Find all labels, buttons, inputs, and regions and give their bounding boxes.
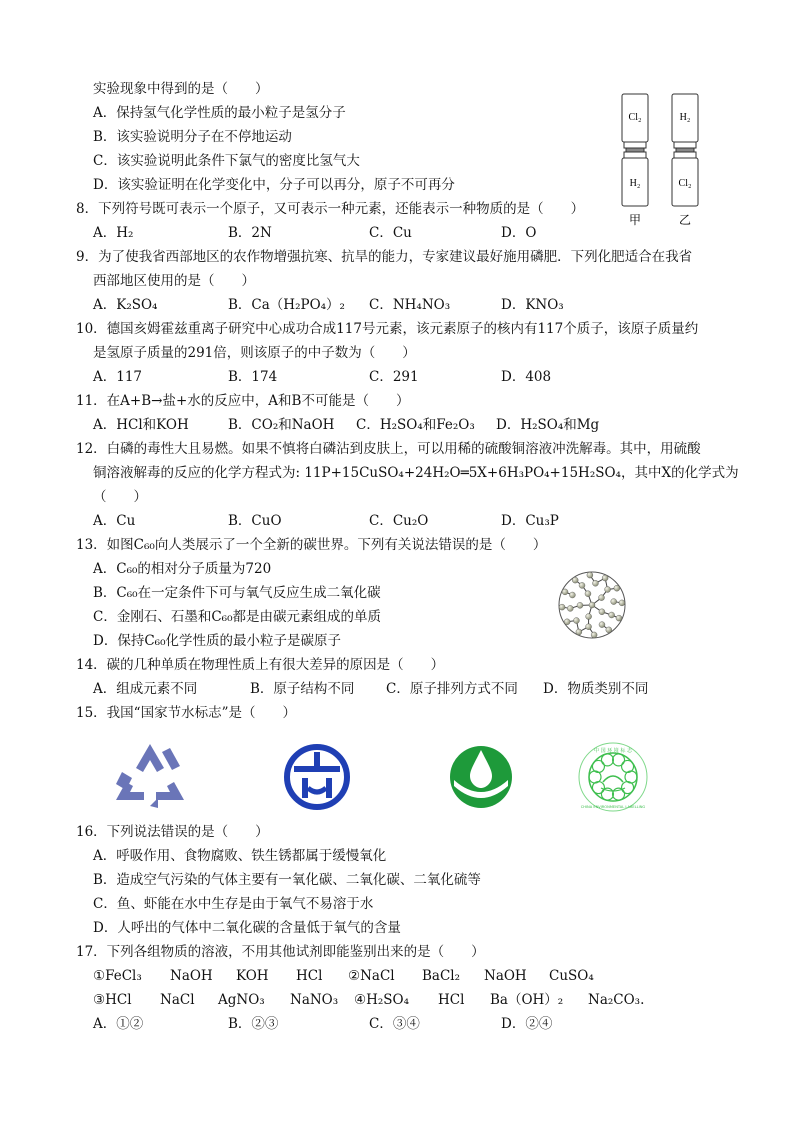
option-q9: D．KNO₃	[501, 297, 564, 313]
option-q17a: ②NaCl	[348, 968, 395, 984]
option-q11: B．CO₂和NaOH	[228, 417, 335, 433]
c60-atom	[585, 591, 591, 597]
c60-atom	[576, 629, 582, 635]
jar-right	[672, 94, 698, 206]
option-q11: A．HCl和KOH	[93, 417, 189, 433]
left-caption: 甲	[628, 213, 642, 227]
c60-atom	[577, 602, 583, 608]
option-q17c: B．②③	[228, 1016, 279, 1032]
c60-atom	[614, 585, 620, 591]
text-line: B．该实验说明分子在不停地运动	[93, 129, 292, 145]
text-line: 15．我国“国家节水标志”是（ ）	[76, 705, 296, 721]
c60-atom	[602, 575, 608, 581]
option-q8: B．2N	[228, 225, 272, 241]
c60-atom	[589, 602, 595, 608]
text-line: D．该实验证明在化学变化中，分子可以再分，原子不可再分	[93, 177, 455, 193]
svg-text:中 国 环 境 标 志: 中 国 环 境 标 志	[594, 748, 632, 754]
option-q11: C．H₂SO₄和Fe₂O₃	[356, 417, 475, 433]
text-line: 9．为了使我省西部地区的农作物增强抗寒、抗旱的能力，专家建议最好施用磷肥．下列化肥适合在我省	[76, 249, 693, 265]
option-q17a: ①FeCl₃	[93, 968, 142, 984]
text-line: 14．碳的几种单质在物理性质上有很大差异的原因是（ ）	[76, 657, 445, 673]
option-q14: B．原子结构不同	[250, 681, 355, 697]
text-line: 13．如图C₆₀向人类展示了一个全新的碳世界。下列有关说法错误的是（ ）	[76, 537, 547, 553]
option-q10: B．174	[228, 369, 278, 385]
option-q17c: A．①②	[93, 1016, 144, 1032]
c60-atom	[586, 614, 592, 620]
text-line: A．C₆₀的相对分子质量为720	[93, 561, 272, 577]
option-q17a: KOH	[236, 968, 269, 984]
water-drop-logo	[448, 744, 514, 810]
c60-atom	[599, 622, 605, 628]
c60-atom	[591, 632, 597, 638]
c60-atom	[605, 586, 611, 592]
c60-atom	[616, 615, 622, 621]
option-q17a: NaOH	[484, 968, 527, 984]
option-q10: D．408	[501, 369, 552, 385]
option-q17b: HCl	[438, 992, 465, 1008]
c60-atom	[619, 600, 625, 606]
env-logo-petal	[622, 760, 634, 772]
c60-atom	[606, 627, 612, 633]
text-line: A．呼吸作用、食物腐败、铁生锈都属于缓慢氧化	[93, 848, 387, 864]
text-line: 是氢原子质量的291倍，则该原子的中子数为（ ）	[93, 345, 416, 361]
option-q17c: D．②④	[501, 1016, 553, 1032]
left-top-label: Cl₂	[628, 112, 642, 123]
option-q17a: BaCl₂	[422, 968, 461, 984]
option-q17b: ③HCl	[93, 992, 132, 1008]
option-q12: B．CuO	[228, 513, 282, 529]
option-q9: C．NH₄NO₃	[369, 297, 451, 313]
c60-atom	[592, 580, 598, 586]
environmental-label-logo	[576, 740, 650, 814]
gas-jars-figure	[612, 90, 708, 230]
option-q9: A．K₂SO₄	[93, 297, 158, 313]
text-line: B．C₆₀在一定条件下可与氧气反应生成二氧化碳	[93, 585, 381, 601]
option-q8: A．H₂	[93, 225, 134, 241]
c60-atom	[611, 599, 617, 605]
c60-atom	[573, 618, 579, 624]
option-q14: D．物质类别不同	[543, 681, 649, 697]
text-line: B．造成空气污染的气体主要有一氧化碳、二氧化碳、二氧化硫等	[93, 872, 481, 888]
text-line: 16．下列说法错误的是（ ）	[76, 824, 269, 840]
right-caption: 乙	[678, 213, 692, 227]
c60-atom	[579, 582, 585, 588]
option-q12: C．Cu₂O	[369, 513, 429, 529]
text-line: （ ）	[93, 489, 147, 505]
text-line: C．鱼、虾能在水中生存是由于氧气不易溶于水	[93, 896, 374, 912]
option-q12: D．Cu₃P	[501, 513, 559, 529]
option-q17b: Na₂CO₃.	[588, 992, 645, 1008]
text-line: D．人呼出的气体中二氧化碳的含量低于氧气的含量	[93, 920, 401, 936]
c60-atom	[564, 619, 570, 625]
env-logo-petal	[592, 760, 604, 772]
option-q8: D．O	[501, 225, 537, 241]
option-q12: A．Cu	[93, 513, 136, 529]
env-logo-petal	[601, 754, 613, 766]
env-logo-petal	[622, 782, 634, 794]
c60-atom	[587, 572, 593, 578]
water-saving-logo	[284, 744, 350, 810]
text-line: C．金刚石、石墨和C₆₀都是由碳元素组成的单质	[93, 609, 381, 625]
text-line: 西部地区使用的是（ ）	[93, 273, 255, 289]
c60-atom	[599, 595, 605, 601]
option-q17b: Ba（OH）₂	[490, 992, 564, 1008]
option-q10: A．117	[93, 369, 143, 385]
text-line: 11．在A+B→盐+水的反应中，A和B不可能是（ ）	[76, 393, 410, 409]
text-line: 8．下列符号既可表示一个原子，又可表示一种元素，还能表示一种物质的是（ ）	[76, 201, 585, 217]
c60-atom	[586, 624, 592, 630]
option-q8: C．Cu	[369, 225, 412, 241]
text-line: D．保持C₆₀化学性质的最小粒子是碳原子	[93, 633, 341, 649]
text-line: C．该实验说明此条件下氯气的密度比氢气大	[93, 153, 360, 169]
recycling-logo	[114, 742, 186, 808]
option-q10: C．291	[369, 369, 419, 385]
right-bottom-label: Cl₂	[678, 178, 692, 189]
text-line: 12．白磷的毒性大且易燃。如果不慎将白磷沾到皮肤上，可以用稀的硫酸铜溶液冲洗解毒。其中，用硫酸	[76, 441, 701, 457]
option-q17a: NaOH	[170, 968, 213, 984]
option-q11: D．H₂SO₄和Mg	[496, 417, 600, 433]
c60-atom	[609, 612, 615, 618]
option-q17b: NaNO₃	[290, 992, 339, 1008]
option-q17b: ④H₂SO₄	[354, 992, 410, 1008]
option-q17a: CuSO₄	[549, 968, 594, 984]
c60-atom	[569, 592, 575, 598]
right-top-label: H₂	[679, 112, 691, 123]
c60-fullerene-figure	[555, 568, 629, 642]
option-q14: C．原子排列方式不同	[386, 681, 518, 697]
c60-atom	[559, 604, 565, 610]
c60-atom	[599, 609, 605, 615]
text-line: 10．德国亥姆霍兹重离子研究中心成功合成117号元素，该元素原子的核内有117个质子，该原子质量约	[76, 321, 699, 337]
svg-text:CHINA ENVIRONMENTAL LABELLING: CHINA ENVIRONMENTAL LABELLING	[580, 805, 646, 809]
env-logo-petal	[613, 754, 625, 766]
option-q17b: NaCl	[160, 992, 195, 1008]
text-line: 实验现象中得到的是（ ）	[93, 81, 269, 97]
option-q17b: AgNO₃	[218, 992, 265, 1008]
text-line: A．保持氢气化学性质的最小粒子是氢分子	[93, 105, 346, 121]
option-q14: A．组成元素不同	[93, 681, 198, 697]
jar-left	[622, 94, 648, 206]
option-q17a: HCl	[296, 968, 323, 984]
c60-atom	[567, 605, 573, 611]
c60-atom	[572, 577, 578, 583]
text-line: 铜溶液解毒的反应的化学方程式为: 11P+15CuSO₄+24H₂O═5X+6H₃PO₄+15H₂SO₄，其中X的化学式为	[93, 465, 739, 481]
c60-atom	[562, 589, 568, 595]
text-line: 17．下列各组物质的溶液，不用其他试剂即能鉴别出来的是（ ）	[76, 944, 485, 960]
option-q9: B．Ca（H₂PO₄）₂	[228, 297, 345, 313]
left-bottom-label: H₂	[629, 178, 641, 189]
option-q17c: C．③④	[369, 1016, 420, 1032]
